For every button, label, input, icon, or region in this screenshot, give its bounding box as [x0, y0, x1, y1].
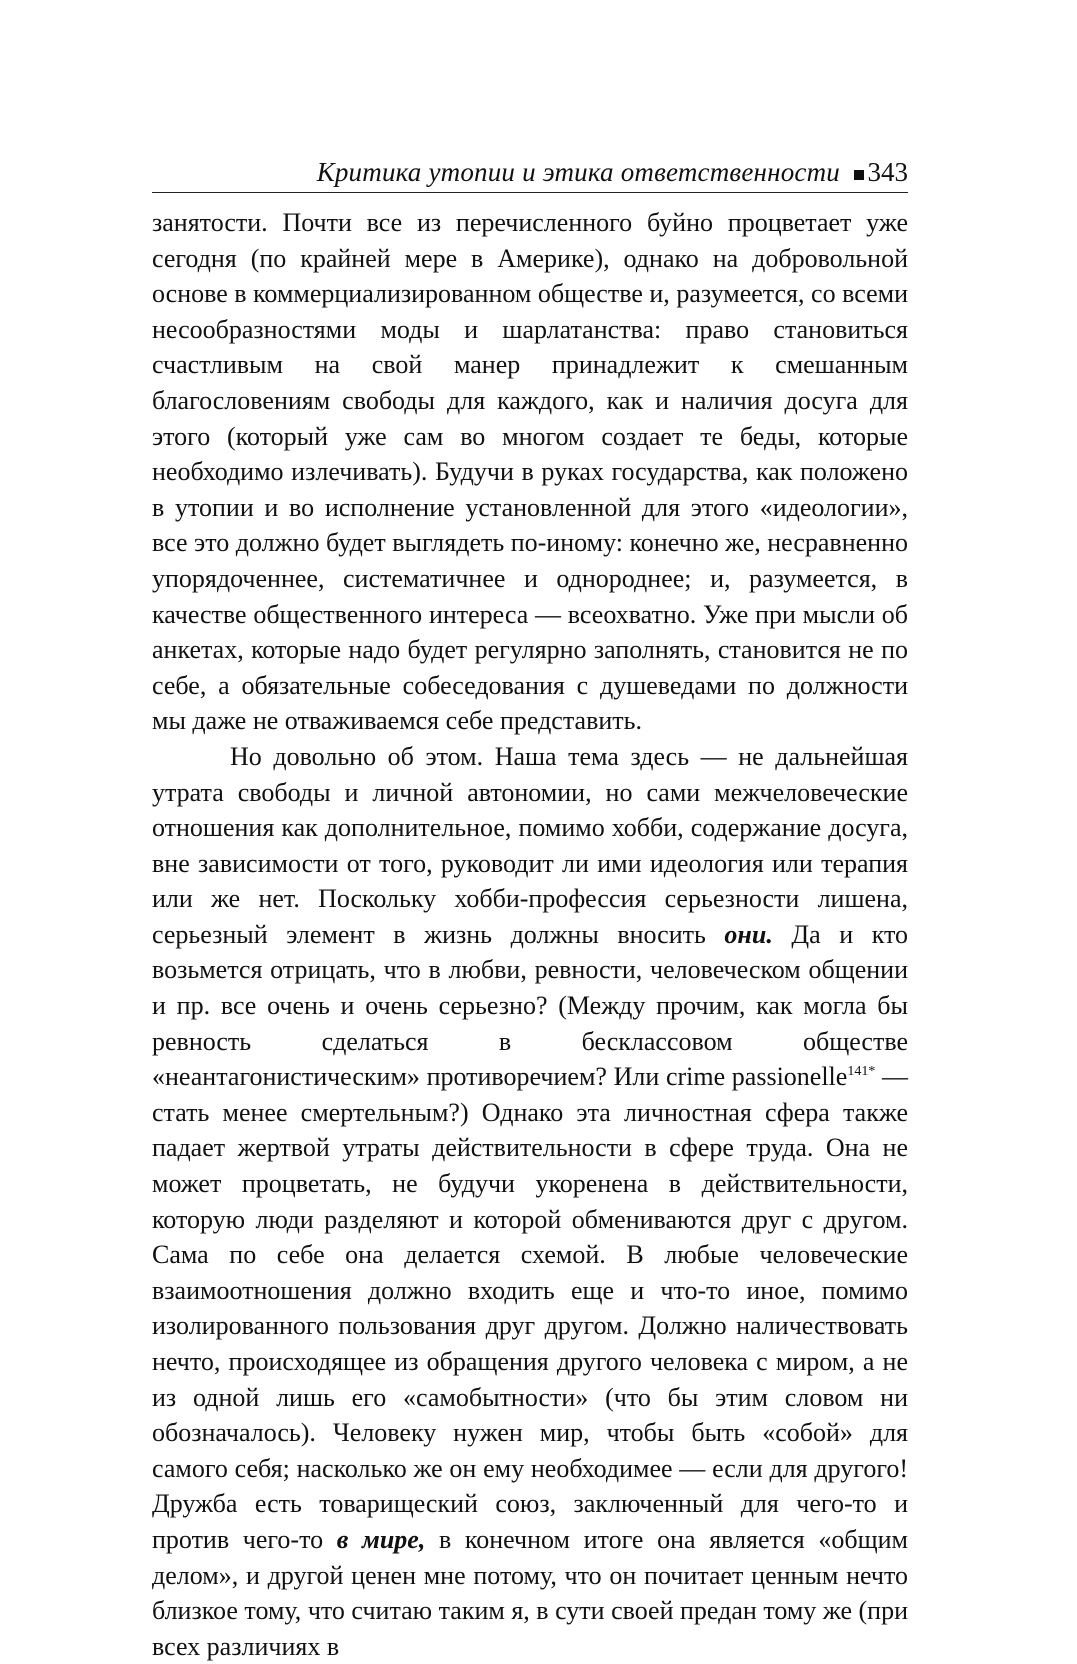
paragraph-2 — [152, 739, 908, 1664]
emphasis-v-mire: в мире, — [336, 1524, 426, 1554]
bullet-icon — [854, 170, 864, 180]
paragraph-2-part-3: — стать менее смертельным?) Однако эта личностная сфера также падает жертвой утраты действительности в сфере труда. Она не может процветать, не будучи укоренена в действительности, которую люди разделяют и которой обмениваются друг с другом. Сама по себе она делается схемой. В любые человеческие взаимоотношения должно входить еще и что-то иное, помимо изолированного пользования друг другом. Должно наличествовать нечто, происходящее из обращения другого человека с миром, а не из одной лишь его «самобытности» (что бы этим словом ни обозначалось). Человеку нужен мир, чтобы быть «собой» для самого себя; насколько же он ему необходимее — если для другого! Дружба есть товарищеский союз, заключенный для чего-то и против чего-то — [152, 1062, 908, 1554]
paragraph-2-part-2: Да и кто возьмется отрицать, что в любви, ревности, человеческом общении и пр. все очень и очень серьезно? (Между прочим, как могла бы ревность сделаться в бесклассовом обществе «неантагонистическим» противоречием? Или crime passionelle — [152, 919, 908, 1092]
paragraph-2-part-1: Но довольно об этом. Наша тема здесь — не дальнейшая утрата свободы и личной автономии, но сами межчеловеческие отношения как дополнительное, помимо хобби, содержание досуга, вне зависимости от того, руководит ли ими идеология или терапия или же нет. Поскольку хобби-профессия серьезности лишена, серьезный элемент в жизнь должны вносить — [152, 741, 908, 949]
paragraph-1: занятости. Почти все из перечисленного буйно процветает уже сегодня (по крайней мере в Америке), однако на добровольной основе в коммерциализированном обществе и, разумеется, со всеми несообразностями моды и шарлатанства: право становиться счастливым на свой манер принадлежит к смешанным благословениям свободы для каждого, как и наличия досуга для этого (который уже сам во многом создает те беды, которые необходимо излечивать). Будучи в руках государства, как положено в утопии и во исполнение установленной для этого «идеологии», все это должно будет выглядеть по-иному: конечно же, несравненно упорядоченнее, систематичнее и однороднее; и, разумеется, в качестве общественного интереса — всеохватно. Уже при мысли об анкетах, которые надо будет регулярно заполнять, становится не по себе, а обязательные собеседования с душеведами по должности мы даже не отваживаемся себе представить. — [152, 208, 908, 736]
running-head — [152, 150, 908, 193]
footnote-ref: 141* — [847, 1064, 876, 1080]
book-page — [152, 150, 908, 1664]
paragraph-2-part-4: в конечном итоге она является «общим делом», и другой ценен мне потому, что он почитает ценным нечто близкое тому, что считаю таким я, в сути своей предан тому же (при всех различиях в — [152, 1524, 909, 1661]
emphasis-oni: они. — [724, 919, 773, 949]
page-number: 343 — [867, 157, 908, 187]
body-text — [152, 205, 908, 1664]
running-head-title: Критика утопии и этика ответственности — [316, 157, 840, 187]
